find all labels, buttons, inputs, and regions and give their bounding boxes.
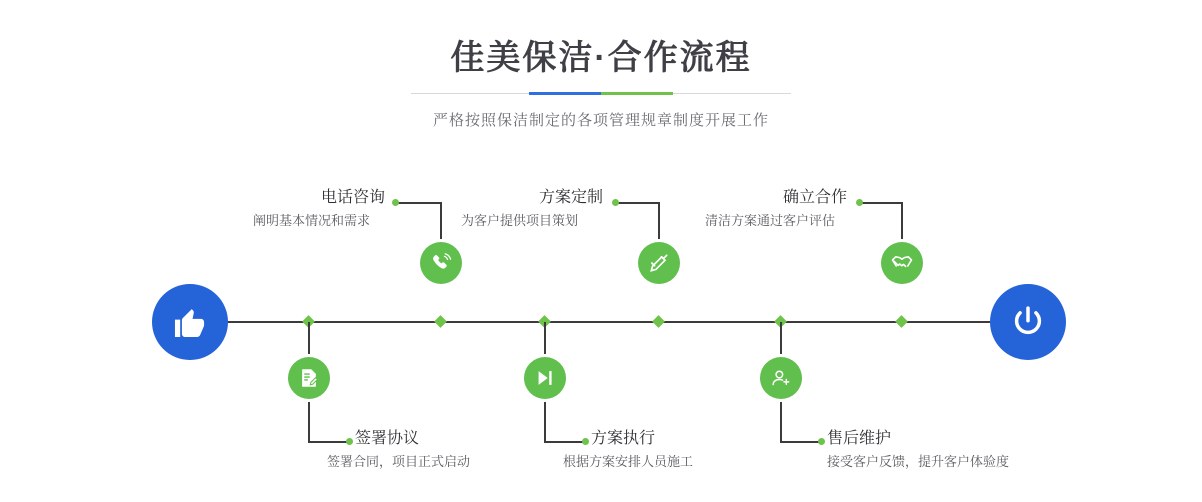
document-edit-icon: [298, 367, 320, 389]
step-desc-2: 签署合同，项目正式启动: [327, 454, 471, 469]
step-label-1: [253, 187, 433, 231]
step-title-2: 签署协议: [355, 430, 420, 447]
step-desc-3: 为客户提供项目策划: [461, 213, 579, 228]
play-forward-icon: [534, 367, 556, 389]
step-icon-5[interactable]: [881, 242, 923, 284]
connector-tip-4: [582, 438, 589, 445]
divider-accent-green: [601, 92, 673, 95]
handshake-icon: [890, 251, 914, 275]
step-icon-3[interactable]: [638, 242, 680, 284]
thumbs-up-icon: [171, 303, 209, 341]
connector-elbow-2: [308, 441, 350, 443]
step-title-4: 方案执行: [591, 430, 656, 447]
connector-elbow-4: [544, 441, 586, 443]
step-icon-4[interactable]: [524, 357, 566, 399]
axis-node-1: [434, 315, 447, 328]
step-label-4: [563, 428, 694, 472]
power-icon: [1009, 303, 1047, 341]
end-endpoint: [990, 284, 1066, 360]
start-endpoint: [152, 284, 228, 360]
step-desc-4: 根据方案安排人员施工: [563, 454, 694, 469]
step-desc-5: 清洁方案通过客户评估: [705, 213, 836, 228]
step-desc-6: 接受客户反馈，提升客户体验度: [827, 454, 1010, 469]
step-icon-1[interactable]: [420, 242, 462, 284]
phone-call-icon: [430, 252, 452, 274]
step-title-3: 方案定制: [539, 189, 604, 206]
header: [0, 0, 1202, 130]
step-label-2: [327, 428, 471, 472]
axis-node-3: [652, 315, 665, 328]
step-label-3: [461, 187, 651, 231]
step-title-6: 售后维护: [827, 430, 892, 447]
step-label-6: [827, 428, 1009, 472]
step-desc-1: 阐明基本情况和需求: [253, 213, 371, 228]
step-icon-2[interactable]: [288, 357, 330, 399]
pen-ruler-icon: [648, 252, 670, 274]
page-subtitle: 严格按照保洁制定的各项管理规章制度开展工作: [432, 112, 769, 129]
connector-tip-6: [818, 438, 825, 445]
step-title-5: 确立合作: [783, 189, 848, 206]
divider-accent-blue: [529, 92, 601, 95]
page-title: 佳美保洁·合作流程: [450, 39, 752, 77]
axis-node-5: [895, 315, 908, 328]
step-title-1: 电话咨询: [321, 189, 386, 206]
title-divider: [411, 92, 791, 95]
step-label-5: [705, 187, 905, 231]
step-icon-6[interactable]: [760, 357, 802, 399]
customer-support-icon: [770, 367, 792, 389]
connector-tip-2: [346, 438, 353, 445]
connector-elbow-6: [780, 441, 822, 443]
